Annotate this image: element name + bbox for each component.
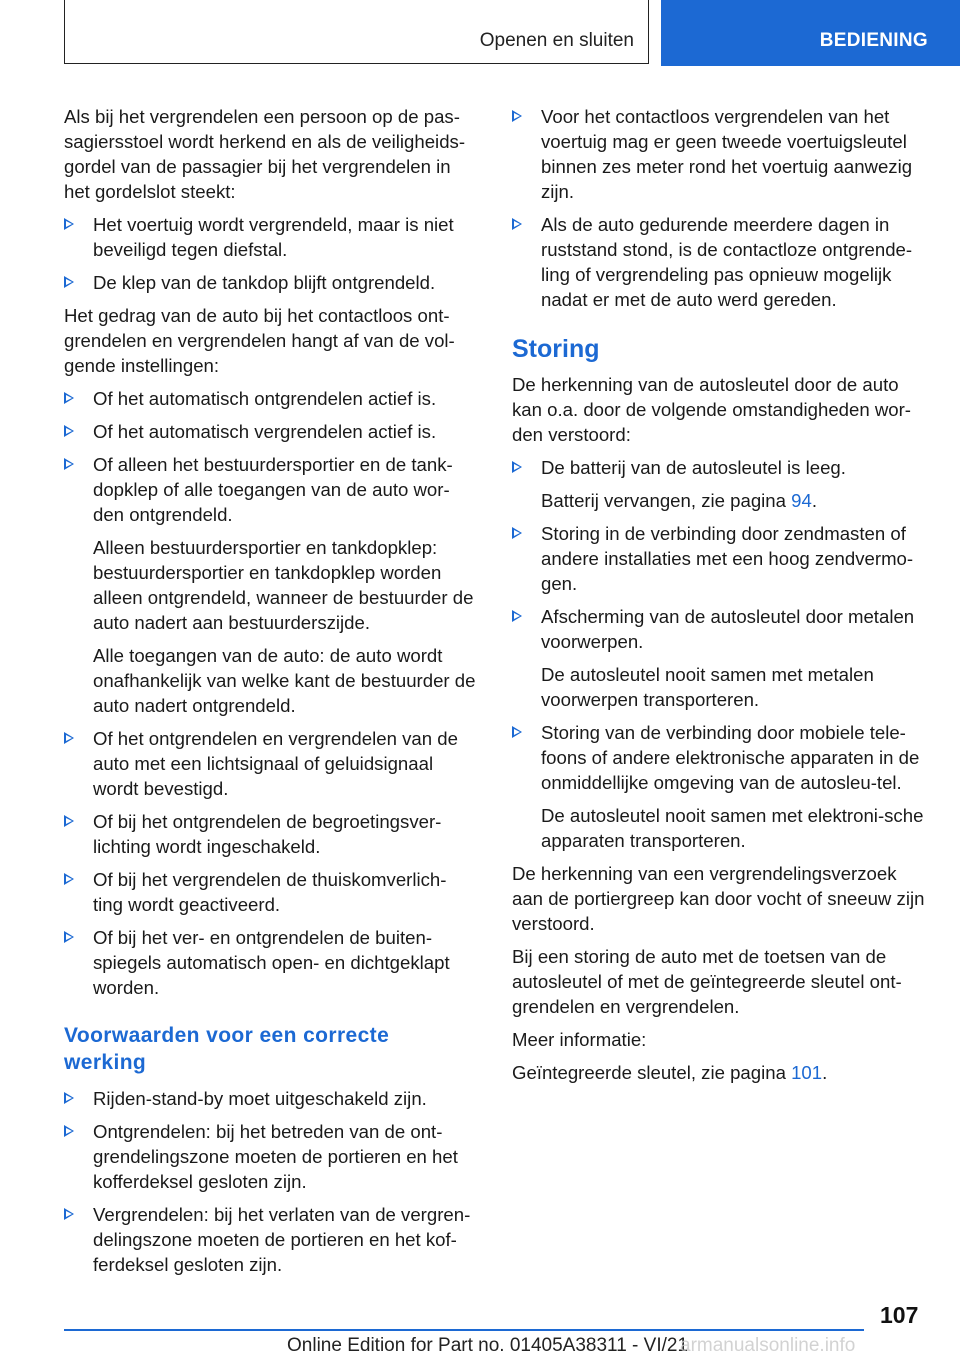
triangle-bullet-icon bbox=[64, 218, 74, 230]
sub-paragraph: Batterij vervangen, zie pagina 94. bbox=[541, 490, 817, 511]
list-item: Afscherming van de autosleutel door metalen voorwerpen. De autosleutel nooit samen met metalen voorwerpen transporteren. bbox=[512, 604, 932, 712]
storing-paragraph-2: Bij een storing de auto met de toetsen van de autosleutel of met de geïntegreerde sleutel ont-grendelen en vergrendelen. bbox=[512, 946, 902, 1017]
triangle-bullet-icon bbox=[64, 1092, 74, 1104]
triangle-bullet-icon bbox=[512, 461, 522, 473]
bullet-list-5 bbox=[512, 455, 932, 853]
header-section-box bbox=[64, 0, 649, 64]
list-item: Vergrendelen: bij het verlaten van de vergren-delingszone moeten de portieren en het kof-ferdeksel gesloten zijn. bbox=[64, 1202, 476, 1277]
list-item: De klep van de tankdop blijft ontgrendeld. bbox=[64, 270, 476, 295]
sub-paragraph: De autosleutel nooit samen met metalen voorwerpen transporteren. bbox=[541, 664, 874, 710]
page-number: 107 bbox=[880, 1302, 919, 1328]
right-column bbox=[512, 104, 932, 1093]
list-item: Ontgrendelen: bij het betreden van de ont-grendelingszone moeten de portieren en het kofferdeksel gesloten zijn. bbox=[64, 1119, 476, 1194]
list-item: Storing van de verbinding door mobiele tele-foons of andere elektronische apparaten in de onmiddellijke omgeving van de autosleu-tel. De autosleutel nooit samen met elektroni-sche apparaten transporteren. bbox=[512, 720, 932, 853]
list-item: Het voertuig wordt vergrendeld, maar is niet beveiligd tegen diefstal. bbox=[64, 212, 476, 262]
storing-intro: De herkenning van de autosleutel door de auto kan o.a. door de volgende omstandigheden wor-den verstoord: bbox=[512, 374, 912, 445]
sub-paragraph: Alle toegangen van de auto: de auto wordt onafhankelijk van welke kant de bestuurder de auto nadert ontgrendeld. bbox=[93, 645, 476, 716]
list-item: Als de auto gedurende meerdere dagen in ruststand stond, is de contactloze ontgrende-ling of vergrendeling pas opnieuw mogelijk nadat er met de auto werd gereden. bbox=[512, 212, 932, 312]
header-chapter-tab[interactable] bbox=[661, 0, 960, 66]
intro-paragraph-2: Het gedrag van de auto bij het contactloos ont-grendelen en vergrendelen hangt af van de vol-gende instellingen: bbox=[64, 305, 455, 376]
sub-paragraph: Alleen bestuurdersportier en tankdopklep: bestuurdersportier en tankdopklep worden alleen ontgrendeld, wanneer de bestuurder de auto nadert aan bestuurderszijde. bbox=[93, 537, 474, 633]
section-heading-voorwaarden: Voorwaarden voor een correcte werking bbox=[64, 1024, 390, 1074]
list-item: Of het ontgrendelen en vergrendelen van de auto met een lichtsignaal of geluidsignaal wordt bevestigd. bbox=[64, 726, 476, 801]
triangle-bullet-icon bbox=[64, 1208, 74, 1220]
list-item: Of bij het vergrendelen de thuiskomverlich-ting wordt geactiveerd. bbox=[64, 867, 476, 917]
bullet-list-2 bbox=[64, 386, 476, 1000]
triangle-bullet-icon bbox=[64, 276, 74, 288]
triangle-bullet-icon bbox=[512, 726, 522, 738]
storing-paragraph-1: De herkenning van een vergrendelingsverzoek aan de portiergreep kan door vocht of sneeuw zijn verstoord. bbox=[512, 863, 925, 934]
page-header bbox=[0, 0, 960, 66]
list-item: Of alleen het bestuurdersportier en de tank-dopklep of alle toegangen van de auto wor-den ontgrendeld. Alleen bestuurdersportier en tankdopklep: bestuurdersportier en tankdopklep worden alleen ontgrendeld, wanneer de bestuurder de auto nadert aan bestuurderszijde. Alle toegangen van de auto: de auto wordt onafhankelijk van welke kant de bestuurder de auto nadert ontgrendeld. bbox=[64, 452, 476, 718]
triangle-bullet-icon bbox=[64, 732, 74, 744]
list-item: De batterij van de autosleutel is leeg. Batterij vervangen, zie pagina 94. bbox=[512, 455, 932, 513]
triangle-bullet-icon bbox=[512, 218, 522, 230]
footer-divider bbox=[64, 1329, 864, 1331]
list-item: Of het automatisch ontgrendelen actief is. bbox=[64, 386, 476, 411]
triangle-bullet-icon bbox=[64, 815, 74, 827]
list-item: Storing in de verbinding door zendmasten of andere installaties met een hoog zendvermo-gen. bbox=[512, 521, 932, 596]
footer-watermark: armanualsonline.info bbox=[680, 1335, 856, 1356]
list-item: Rijden-stand-by moet uitgeschakeld zijn. bbox=[64, 1086, 476, 1111]
triangle-bullet-icon bbox=[64, 873, 74, 885]
triangle-bullet-icon bbox=[512, 610, 522, 622]
triangle-bullet-icon bbox=[64, 931, 74, 943]
storing-paragraph-4: Geïntegreerde sleutel, zie pagina 101. bbox=[512, 1062, 828, 1083]
triangle-bullet-icon bbox=[64, 1125, 74, 1137]
page-link-94[interactable]: 94 bbox=[791, 490, 812, 511]
header-chapter-label: BEDIENING bbox=[819, 30, 928, 51]
triangle-bullet-icon bbox=[64, 392, 74, 404]
triangle-bullet-icon bbox=[64, 425, 74, 437]
bullet-list-3 bbox=[64, 1086, 476, 1277]
storing-paragraph-3: Meer informatie: bbox=[512, 1029, 647, 1050]
list-item: Of het automatisch vergrendelen actief is. bbox=[64, 419, 476, 444]
footer-edition: Online Edition for Part no. 01405A38311 - VI/21 bbox=[287, 1335, 689, 1356]
list-item: Of bij het ver- en ontgrendelen de buiten-spiegels automatisch open- en dichtgeklapt worden. bbox=[64, 925, 476, 1000]
triangle-bullet-icon bbox=[512, 110, 522, 122]
bullet-list-1 bbox=[64, 212, 476, 295]
triangle-bullet-icon bbox=[64, 458, 74, 470]
intro-paragraph-1: Als bij het vergrendelen een persoon op de pas-sagiersstoel wordt herkend en als de veiligheids-gordel van de passagier bij het vergrendelen in het gordelslot steekt: bbox=[64, 106, 466, 202]
page-link-101[interactable]: 101 bbox=[791, 1062, 823, 1083]
list-item: Voor het contactloos vergrendelen van het voertuig mag er geen tweede voertuigsleutel binnen zes meter rond het voertuig aanwezig zijn. bbox=[512, 104, 932, 204]
header-section-title: Openen en sluiten bbox=[479, 30, 634, 51]
left-column bbox=[64, 104, 476, 1285]
list-item: Of bij het ontgrendelen de begroetingsver-lichting wordt ingeschakeld. bbox=[64, 809, 476, 859]
bullet-list-4 bbox=[512, 104, 932, 312]
sub-paragraph: De autosleutel nooit samen met elektroni-sche apparaten transporteren. bbox=[541, 805, 924, 851]
triangle-bullet-icon bbox=[512, 527, 522, 539]
section-heading-storing: Storing bbox=[512, 335, 600, 363]
